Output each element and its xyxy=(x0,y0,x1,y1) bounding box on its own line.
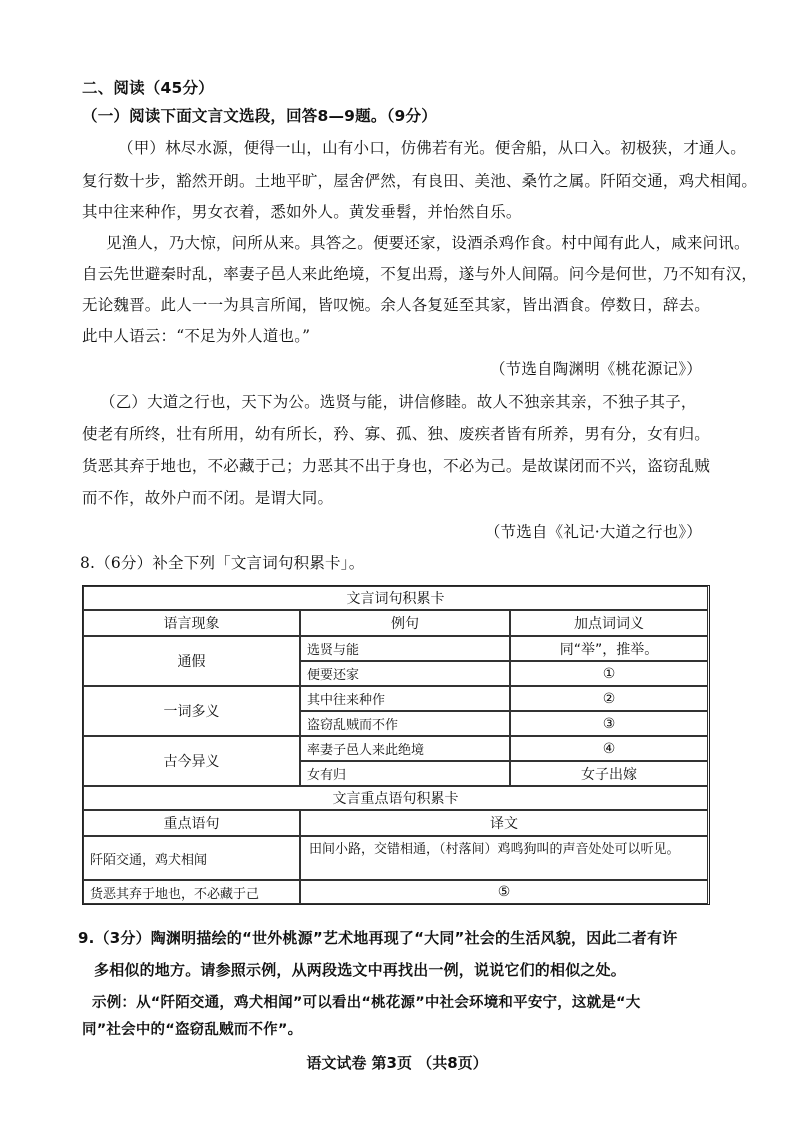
translation: 田间小路，交错相通，（村落间）鸡鸣狗叫的声音处处可以听见。 xyxy=(300,836,708,880)
column-header: 语言现象 xyxy=(83,610,300,636)
question9-line: 9.（3分）陶渊明描绘的“世外桃源”艺术地再现了“大同”社会的生活风貌，因此二者有许 xyxy=(78,929,678,947)
question9-example: 同”社会中的“盗窃乱贼而不作”。 xyxy=(82,1022,303,1038)
passage-line: 其中往来种作，男女衣着，悉如外人。黄发垂髫，并怡然自乐。 xyxy=(82,203,522,221)
card-title: 文言重点语句积累卡 xyxy=(83,786,708,810)
passage-source: （节选自《礼记·大道之行也》） xyxy=(484,523,702,541)
sub-heading: （一）阅读下面文言文选段，回答8—9题。（9分） xyxy=(82,107,437,125)
word-meaning: 同“举”，推举。 xyxy=(510,636,708,661)
section-heading: 二、阅读（45分） xyxy=(82,79,214,97)
passage-line: 无论魏晋。此人一一为具言所闻，皆叹惋。余人各复延至其家，皆出酒食。停数日，辞去。 xyxy=(82,296,711,314)
answer-blank-5: ⑤ xyxy=(300,880,708,904)
column-header: 加点词词义 xyxy=(510,610,708,636)
key-sentence: 货恶其弃于地也，不必藏于己 xyxy=(83,880,300,904)
column-header: 译文 xyxy=(300,810,708,836)
column-header: 重点语句 xyxy=(83,810,300,836)
phenomenon-label: 通假 xyxy=(83,636,300,686)
answer-blank-4: ④ xyxy=(510,736,708,761)
passage-line: 复行数十步，豁然开朗。土地平旷，屋舍俨然，有良田、美池、桑竹之属。阡陌交通，鸡犬相闻。 xyxy=(82,172,758,190)
passage-line: （甲）林尽水源，便得一山，山有小口，仿佛若有光。便舍船，从口入。初极狭，才通人。 xyxy=(118,139,747,157)
example-sentence: 其中往来种作 xyxy=(300,686,510,711)
answer-blank-2: ② xyxy=(510,686,708,711)
example-sentence: 盗窃乱贼而不作 xyxy=(300,711,510,736)
question9-line: 多相似的地方。请参照示例，从两段选文中再找出一例，说说它们的相似之处。 xyxy=(94,961,627,979)
page-footer: 语文试卷 第3页 （共8页） xyxy=(306,1054,488,1072)
example-sentence: 女有归 xyxy=(300,761,510,786)
question9-example: 示例：从“阡陌交通，鸡犬相闻”可以看出“桃花源”中社会环境和平安宁，这就是“大 xyxy=(92,995,641,1011)
passage-line: （乙）大道之行也，天下为公。选贤与能，讲信修睦。故人不独亲其亲，不独子其子， xyxy=(100,393,697,411)
answer-blank-3: ③ xyxy=(510,711,708,736)
phenomenon-label: 一词多义 xyxy=(83,686,300,736)
phenomenon-label: 古今异义 xyxy=(83,736,300,786)
column-header: 例句 xyxy=(300,610,510,636)
example-sentence: 率妻子邑人来此绝境 xyxy=(300,736,510,761)
passage-line: 见渔人，乃大惊，问所从来。具答之。便要还家，设酒杀鸡作食。村中闻有此人，咸来问讯。 xyxy=(106,234,750,252)
key-sentence: 阡陌交通，鸡犬相闻 xyxy=(83,836,300,880)
question8-prompt: 8.（6分）补全下列「文言词句积累卡」。 xyxy=(80,554,365,572)
passage-line: 使老有所终，壮有所用，幼有所长，矜、寡、孤、独、废疾者皆有所养，男有分，女有归。 xyxy=(82,425,711,443)
accumulation-card xyxy=(82,585,710,905)
passage-line: 此中人语云：“不足为外人道也。” xyxy=(82,327,311,345)
passage-line: 自云先世避秦时乱，率妻子邑人来此绝境，不复出焉，遂与外人间隔。问今是何世，乃不知有汉， xyxy=(82,265,758,283)
answer-blank-1: ① xyxy=(510,661,708,686)
example-sentence: 便要还家 xyxy=(300,661,510,686)
card-title: 文言词句积累卡 xyxy=(83,586,708,610)
example-sentence: 选贤与能 xyxy=(300,636,510,661)
passage-source: （节选自陶渊明《桃花源记》） xyxy=(489,360,702,378)
passage-line: 而不作，故外户而不闭。是谓大同。 xyxy=(82,489,334,507)
passage-line: 货恶其弃于地也，不必藏于己；力恶其不出于身也，不必为己。是故谋闭而不兴，盗窃乱贼 xyxy=(82,457,711,475)
word-meaning: 女子出嫁 xyxy=(510,761,708,786)
